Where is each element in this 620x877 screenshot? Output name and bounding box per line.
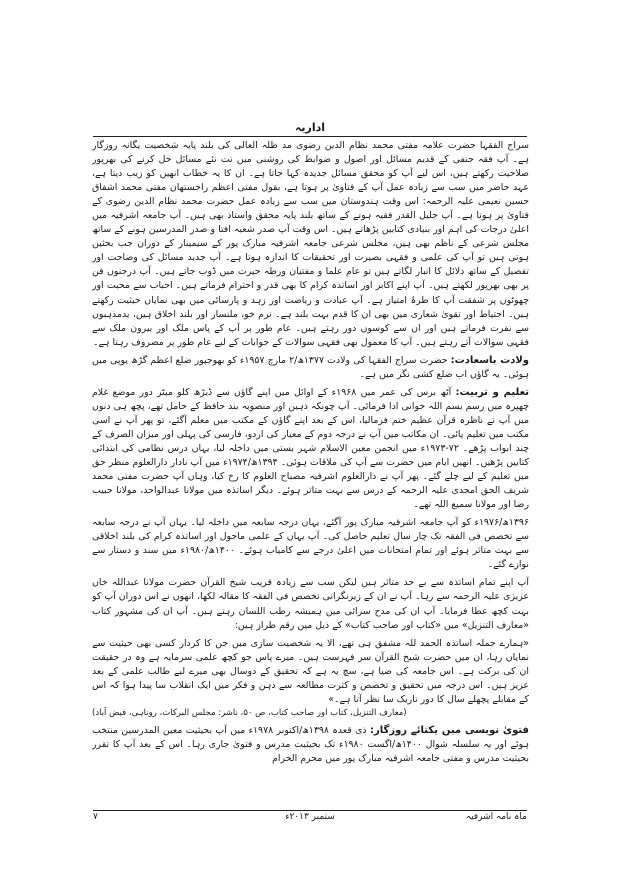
paragraph-text: سراج الفقہا حضرت علامہ مفتی محمد نظام الدین رضوی مد ظلہ العالی کی بلند پایہ شخصیت یگانہ روزگار ہے۔ آپ فقہ حنفی کے قدیم مسائل اور اصول و ضوابط کی روشنی میں نت نئے مسائل حل کرنے کی بھرپور صلاحیت رکھتے ہیں، اس لیے آپ کو محقق مسائل جدیدہ کہا جاتا ہے۔ ان کا یہ خطاب انھیں کو زیب دیتا ہے، عہد حاضر میں سب سے زیادہ عمل آپ کے فتاویٰ پر ہوتا ہے، بقول مفتی اعظم راجستھان مفتی محمد اشفاق حسین نعیمی علیہ الرحمہ: اس وقت ہندوستان میں سب سے زیادہ عمل حضرت محمد نظام الدین رضوی کے فتاویٰ پر ہوتا ہے۔ آپ جلیل القدر فقیہ ہونے کے ساتھ بلند پایہ محقق واستاذ بھی ہیں۔ آپ جامعہ اشرفیہ میں اعلیٰ درجات کی اہم اور بنیادی کتابیں پڑھاتے ہیں۔ اس وقت آپ صدر شعبہ افتا و صدر المدرسین ہونے کے ساتھ مجلس شرعی کے ناظم بھی ہیں، مجلس شرعی جامعہ اشرفیہ مبارک پور کے سیمینار کے دوران جب بحثیں ہوتی ہیں تو آپ کی علمی و فقہی بصیرت اور تحقیقات کا اندازہ ہوتا ہے۔ آپ جدید مسائل کی وضاحت اور تفصیل کے ساتھ دلائل کا انبار لگاتے ہیں تو عام علما و مفتیان ورطہ حیرت میں ڈوب جاتے ہیں۔ آپ درجنوں فن پر بھی بھرپور لکھتے ہیں۔ آپ اپنے اکابر اور اساتذہ کرام کا بھی قدر و احترام فرماتے ہیں۔ احباب سے محبت اور چھوٹوں پر شفقت آپ کا طرۂ امتیاز ہے۔ آپ عبادت و ریاضت اور زہد و پارسائی میں بھی نمایاں حیثیت رکھتے ہیں۔ احتیاط اور تقویٰ شعاری میں بھی ان کا قدم بہت بلند ہے۔ نرم خو، ملنسار اور بلند اخلاق ہیں، بدمذہبوں سے نفرت فرماتے ہیں اور ان سے کوسوں دور رہتے ہیں۔ عام طور پر آپ کے پاس ملک اور بیرون ملک سے فقہی سوالات آتے رہتے ہیں۔ آپ کا معمول بھی فقہی سوالات کے جوابات کے لیے عام طور پر مصروف رہتا ہے۔	[92, 140, 529, 348]
top-rule	[93, 136, 527, 137]
paragraph-birth	[92, 354, 529, 382]
paragraph-fatwa	[92, 724, 529, 766]
paragraph-heading: تعلیم و تربیت:	[455, 386, 529, 398]
page-footer	[93, 812, 527, 826]
paragraph-ashrafia	[92, 516, 529, 572]
paragraph-quote	[92, 637, 529, 720]
paragraph-intro	[92, 139, 529, 350]
paragraph-text: حضرت سراج الفقہا کی ولادت ۱۳۷۷ھ/۲ مارچ ۱۹۵۷ء کو بھوجپور ضلع اعظم گڑھ یوپی میں ہوئی۔ یہ گاؤں اب ضلع کشی نگر میں ہے۔	[92, 354, 529, 380]
paragraph-text: ذی قعدہ ۱۳۹۸ھ/اکتوبر ۱۹۷۸ء میں آپ بحیثیت معین المدرسین منتخب ہوئے اور یہ سلسلہ شوال ۱۴۰۰ھ/اگست ۱۹۸۰ء تک بحیثیت مدرس و فتویٰ جاری رہا۔ اس کے بعد آپ کا تقرر بحیثیت مدرس و مفتی جامعہ اشرفیہ مبارک پور میں محرم الحرام	[92, 724, 529, 764]
paragraph-education	[92, 386, 529, 512]
quote-reference: (معارف التنزیل، کتاب اور صاحب کتاب، ص ۵۰، ناشر: مجلس البرکات، روناہی، فیض آباد)	[92, 707, 407, 718]
section-title: اداریہ	[294, 121, 326, 134]
bottom-rule	[93, 810, 527, 811]
article-body	[92, 139, 529, 807]
quote-text: «ہمارے جملہ اساتذہ الحمد للہ مشفق ہی تھے، الا یہ شخصیت سازی میں جن کا کردار کسی بھی حیثیت سے نمایاں رہا، ان میں حضرت شیخ القرآن سر فہرست ہیں۔ میرے پاس جو کچھ علمی سرمایہ ہے وہ در حقیقت ان کی برکت ہے۔ اس جامعہ کی ضیا ہے، سچ یہ ہے کہ تحقیق کے دوسال بھی میرے لیے طالب علمی کے بعد عزیز ہیں۔ اس درجہ میں تحقیق و تخصص و کثرت مطالعہ سے ذہن و فکر میں ایک انقلاب سا پیدا ہوا کہ اس کے مقابلے پچھلے سال کا دور تاریک سا نظر آتا ہے۔»	[92, 637, 529, 705]
footer-magazine-name: ماہ نامہ اشرفیہ	[465, 812, 527, 822]
paragraph-heading: ولادت باسعادت:	[450, 354, 529, 366]
footer-date: ستمبر ۲۰۱۳ء	[285, 812, 335, 822]
page-number: ۷	[93, 812, 98, 822]
paragraph-text: ۱۳۹۶ھ/۱۹۷۶ء کو آپ جامعہ اشرفیہ مبارک پور آگئے، یہاں درجہ سابعہ میں داخلہ لیا۔ یہاں آپ نے درجہ سابعہ سے تخصص فی الفقہ تک چار سال تعلیم حاصل کی۔ آپ یہاں کے علمی ماحول اور اساتذہ کرام کی بلند اخلاقی سے بہت متاثر ہوئے اور تمام امتحانات میں اعلیٰ درجے سے کامیاب ہوئے۔ ۱۴۰۰ھ/۱۹۸۰ء میں سند و دستار سے نوازے گئے۔	[92, 517, 529, 571]
paragraph-text: آٹھ برس کی عمر میں ۱۹۶۸ء کے اوائل میں اپنے گاؤں سے ڈیڑھ کلو میٹر دور موضع غلام چھپرہ میں رسم بسم اللہ خوانی ادا فرمائی۔ آپ چونکہ ذہین اور منصوبہ بند حافظ کے حامل تھے، پچھ ہی دنوں میں آپ نے ناظرہ قرآن عظیم ختم فرمالیا، اس کے بعد اپنے گاؤں کے مکتب میں معلم آگئے، تو پھر آپ نے اسی مکتب میں تعلیم پائی۔ ان مکاتب میں آپ نے درجہ دوم کے معیار کی اردو، فارسی کی پہلی اور میزان الصرف کے چند ابواب پڑھے۔ ۷۲-۱۹۷۳ء میں انجمن معین الاسلام شہر بستی میں داخلہ لیا، یہاں درس نظامی کی ابتدائی کتابیں پڑھیں۔ انھیں ایام میں حضرت سے آپ کی ملاقات ہوئی۔ ۱۳۹۴ھ/۱۹۷۴ء میں آپ نادار دارالعلوم منظر حق میں تعلیم کے لیے چلے گئے۔ پھر آپ نے دارالعلوم اشرفیہ مصباح العلوم کا رخ کیا، وہاں آپ حضرت مفتی محمد شریف الحق امجدی علیہ الرحمہ کے درس سے بہت متاثر ہوئے۔ دیگر اساتذہ میں مولانا عبدالواحد، مولانا حبیب رضا اور مولانا سمیع اللہ تھے۔	[92, 386, 529, 511]
paragraph-teachers	[92, 576, 529, 632]
paragraph-heading: فتویٰ نویسی میں یکتائے روزگار:	[370, 724, 529, 736]
paragraph-text: آپ اپنے تمام اساتذہ سے بے حد متاثر ہیں لیکن سب سے زیادہ قریب شیخ القرآن حضرت مولانا عبداللہ خاں عزیزی علیہ الرحمہ سے رہا۔ آپ نے ان کے زیرنگرانی تخصص فی الفقہ کا مقالہ لکھا، انھوں نے اس دوران آپ کو بہت کچھ عطا فرمایا۔ آپ ان کی مدح سرائی میں ہمیشہ رطب اللسان رہتے ہیں۔ آپ ان کی مشہور کتاب «معارف التنزیل» میں «کتاب اور صاحب کتاب» کے ذیل میں رقم طراز ہیں:	[92, 577, 529, 631]
